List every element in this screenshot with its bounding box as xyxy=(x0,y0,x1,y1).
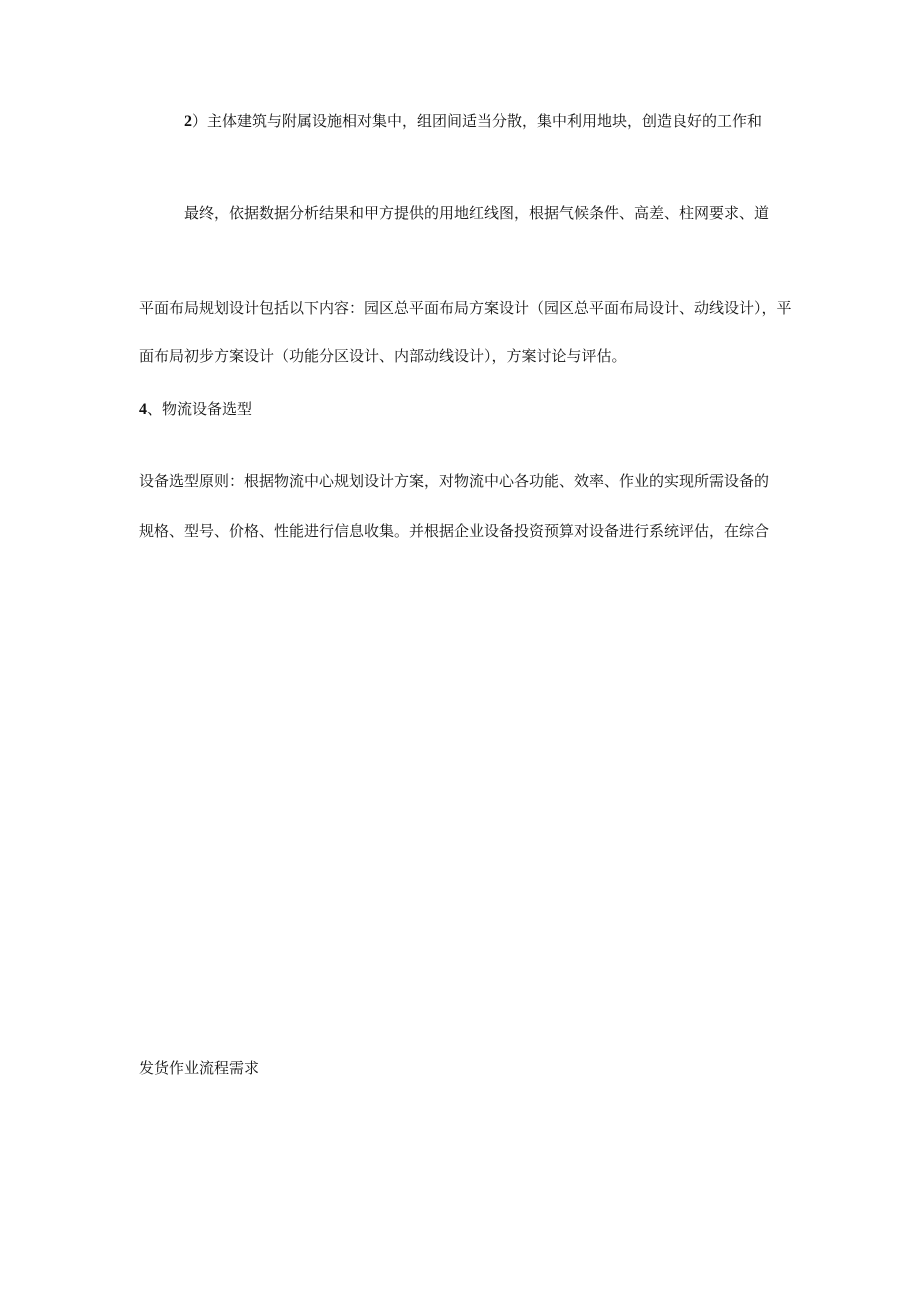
paragraph-item-2 xyxy=(184,111,762,132)
paragraph-layout-content-line-2: 面布局初步方案设计（功能分区设计、内部动线设计），方案讨论与评估。 xyxy=(139,347,627,365)
paragraph-text: ）主体建筑与附属设施相对集中，组团间适当分散，集中利用地块，创造良好的工作和 xyxy=(192,112,763,130)
list-marker: 2 xyxy=(184,113,192,130)
section-title: 、物流设备选型 xyxy=(147,400,253,418)
section-number: 4 xyxy=(139,401,147,418)
paragraph-selection-principle-line-2: 规格、型号、价格、性能进行信息收集。并根据企业设备投资预算对设备进行系统评估，在综合 xyxy=(139,522,770,540)
paragraph-shipping-process: 发货作业流程需求 xyxy=(139,1059,260,1077)
paragraph-selection-principle-line-1: 设备选型原则：根据物流中心规划设计方案，对物流中心各功能、效率、作业的实现所需设备的 xyxy=(139,472,770,490)
section-heading-equipment-selection xyxy=(139,399,252,420)
paragraph-final-layout: 最终，依据数据分析结果和甲方提供的用地红线图，根据气候条件、高差、柱网要求、道 xyxy=(184,204,770,222)
paragraph-layout-content-line-1: 平面布局规划设计包括以下内容：园区总平面布局方案设计（园区总平面布局设计、动线设计），平 xyxy=(139,299,792,317)
